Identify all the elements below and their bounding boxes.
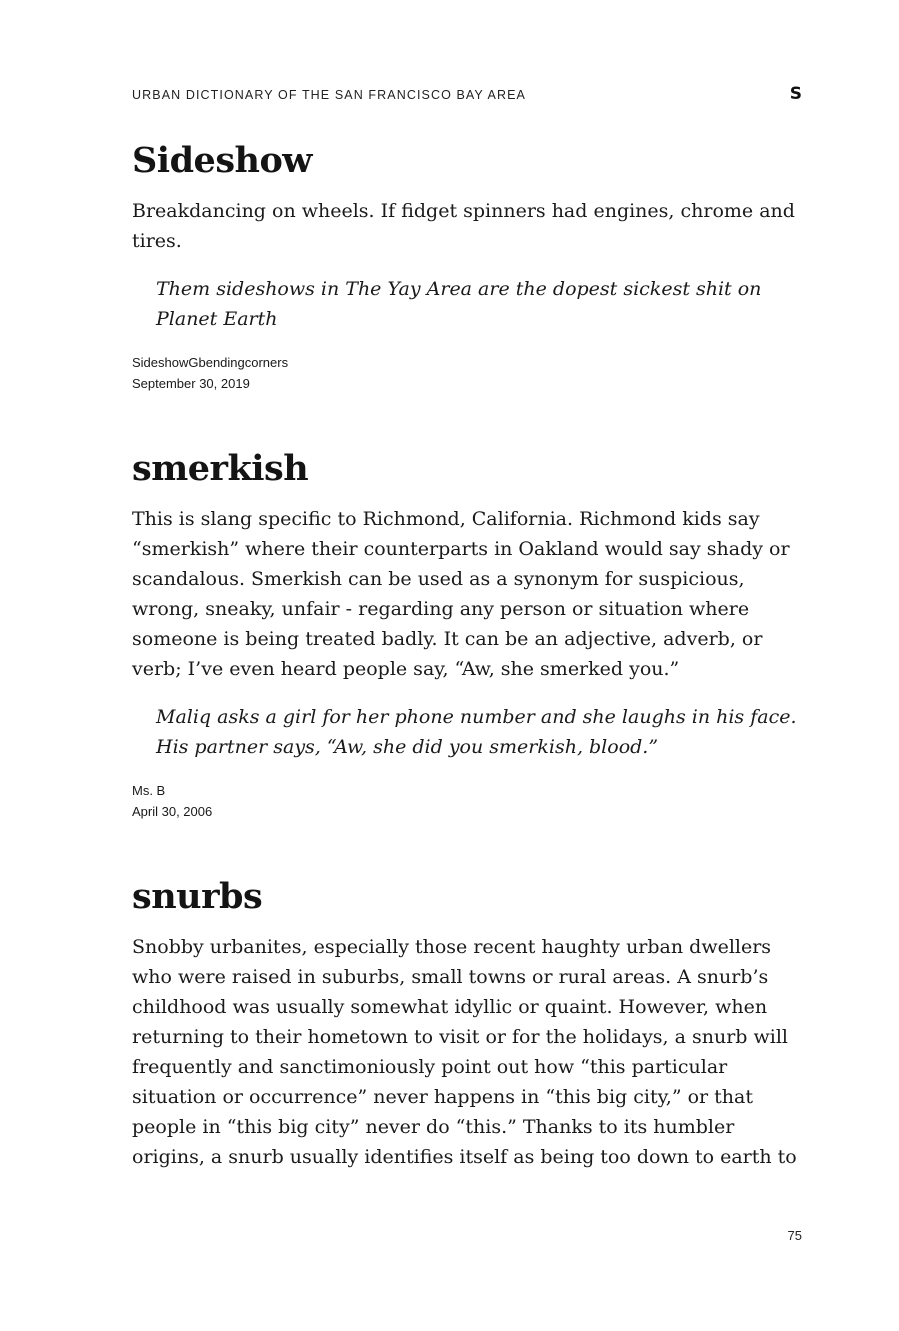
entry-author: Ms. B [132, 783, 166, 798]
entry-snurbs [132, 872, 804, 1172]
entry-headword: smerkish [132, 448, 309, 489]
entry-date: April 30, 2006 [132, 804, 213, 819]
section-letter: S [789, 84, 802, 104]
running-header-title: URBAN DICTIONARY OF THE SAN FRANCISCO BAY AREA [132, 88, 526, 102]
entry-example: Them sideshows in The Yay Area are the dopest sickest shit on Planet Earth [156, 278, 762, 330]
dictionary-entries [132, 136, 804, 1222]
entry-author: SideshowGbendingcorners [132, 355, 289, 370]
entry-date: September 30, 2019 [132, 376, 250, 391]
entry-example: Maliq asks a girl for her phone number and she laughs in his face. His partner says, “Aw, she did you smerkish, blood.” [156, 706, 797, 758]
page-number: 75 [787, 1228, 802, 1243]
entry-definition: Breakdancing on wheels. If fidget spinners had engines, chrome and tires. [132, 200, 795, 252]
entry-definition: Snobby urbanites, especially those recent haughty urban dwellers who were raised in suburbs, small towns or rural areas. A snurb’s childhood was usually somewhat idyllic or quaint. However, when returning to their hometown to visit or for the holidays, a snurb will frequently and sanctimoniously point out how “this particular situation or occurrence” never happens in “this big city,” or that people in “this big city” never do “this.” Thanks to its humbler origins, a snurb usually identifies itself as being too down to earth to [132, 936, 797, 1168]
entry-smerkish [132, 444, 804, 822]
entry-headword: Sideshow [132, 140, 312, 181]
entry-headword: snurbs [132, 876, 263, 917]
entry-sideshow [132, 136, 804, 394]
entry-definition: This is slang specific to Richmond, California. Richmond kids say “smerkish” where their counterparts in Oakland would say shady or scandalous. Smerkish can be used as a synonym for suspicious, wrong, sneaky, unfair - regarding any person or situation where someone is being treated badly. It can be an adjective, adverb, or verb; I’ve even heard people say, “Aw, she smerked you.” [132, 508, 790, 680]
